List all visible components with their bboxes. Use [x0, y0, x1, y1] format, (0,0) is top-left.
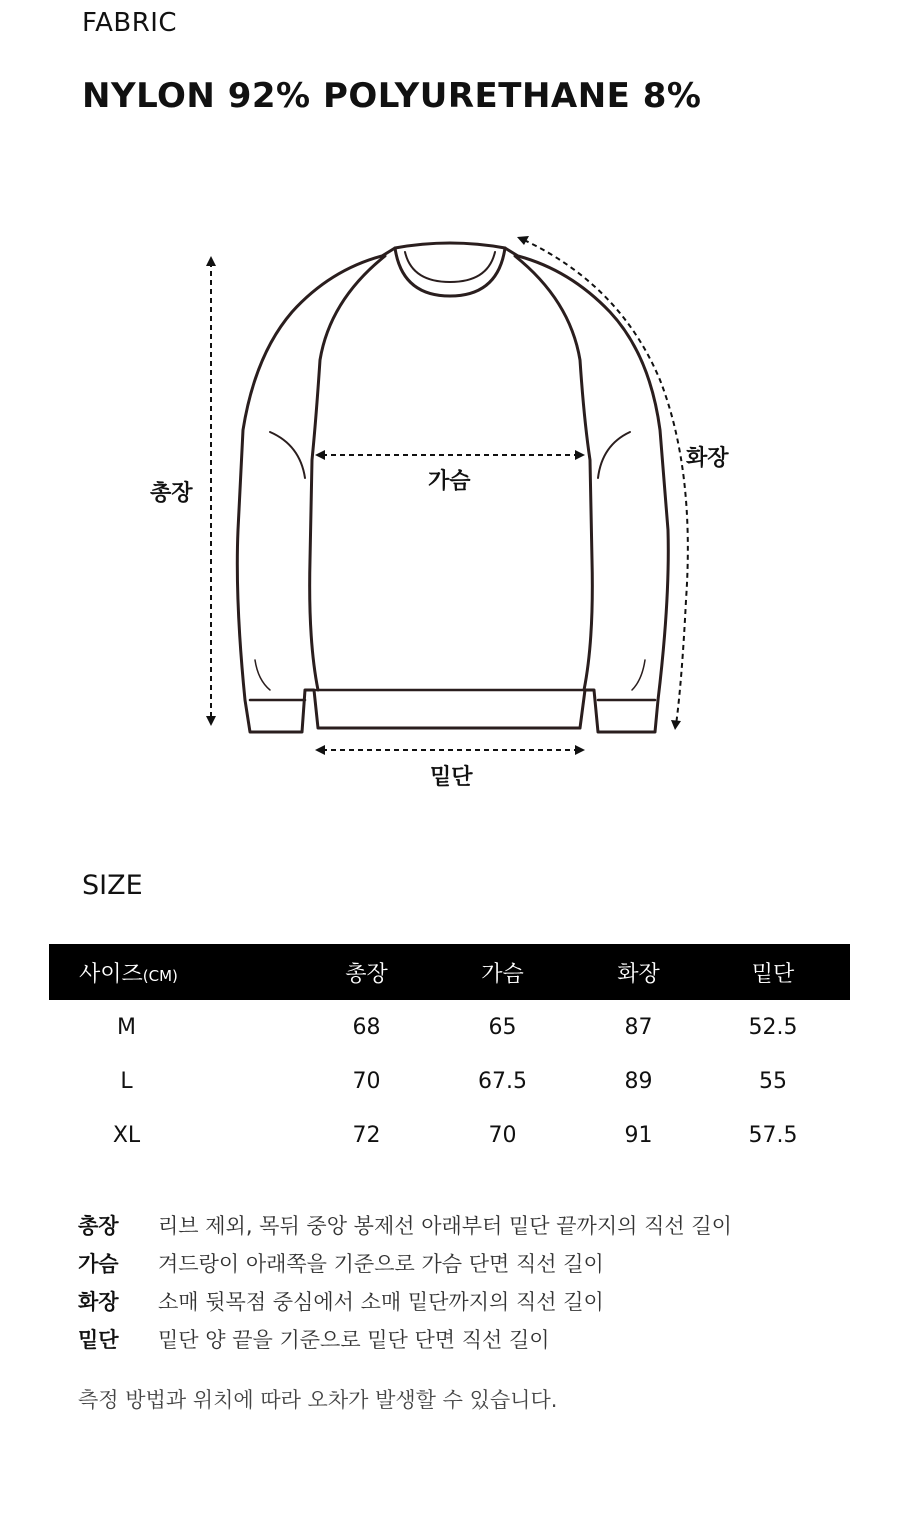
label-sleeve-length: 화장 — [686, 446, 729, 471]
table-row — [49, 1054, 850, 1108]
note-term: 화장 — [78, 1290, 119, 1314]
sweatshirt-diagram — [0, 200, 900, 820]
cell-size: M — [117, 1014, 136, 1040]
cell-total-length: 68 — [352, 1014, 381, 1040]
measurement-notes — [78, 1206, 858, 1358]
note-item — [78, 1320, 858, 1358]
header-total-length: 총장 — [345, 961, 388, 987]
size-table-header — [49, 944, 850, 1000]
note-description: 소매 뒷목점 중심에서 소매 밑단까지의 직선 길이 — [158, 1290, 604, 1314]
note-item — [78, 1206, 858, 1244]
cell-hem: 52.5 — [748, 1014, 798, 1040]
fabric-label: FABRIC — [82, 8, 178, 38]
note-item — [78, 1282, 858, 1320]
cell-sleeve-length: 91 — [624, 1122, 653, 1148]
disclaimer: 측정 방법과 위치에 따라 오차가 발생할 수 있습니다. — [78, 1388, 558, 1412]
note-description: 리브 제외, 목뒤 중앙 봉제선 아래부터 밑단 끝까지의 직선 길이 — [158, 1214, 732, 1238]
label-total-length: 총장 — [150, 481, 193, 506]
header-chest: 가슴 — [481, 961, 524, 987]
header-sleeve-length: 화장 — [617, 961, 660, 987]
header-size — [49, 957, 299, 988]
cell-hem: 55 — [759, 1068, 787, 1094]
note-description: 밑단 양 끝을 기준으로 밑단 단면 직선 길이 — [158, 1328, 550, 1352]
note-term: 총장 — [78, 1214, 119, 1238]
note-term: 밑단 — [78, 1328, 119, 1352]
size-table — [49, 944, 850, 1162]
size-section-title: SIZE — [82, 870, 143, 901]
cell-total-length: 70 — [352, 1068, 381, 1094]
header-unit: (CM) — [142, 966, 178, 985]
cell-total-length: 72 — [352, 1122, 381, 1148]
header-size-label: 사이즈 — [79, 961, 143, 987]
cell-sleeve-length: 89 — [624, 1068, 653, 1094]
label-hem: 밑단 — [430, 765, 473, 790]
header-hem: 밑단 — [751, 961, 795, 987]
cell-hem: 57.5 — [748, 1122, 798, 1148]
note-item — [78, 1244, 858, 1282]
note-term: 가슴 — [78, 1252, 119, 1276]
cell-chest: 67.5 — [478, 1068, 527, 1094]
fabric-composition: NYLON 92% POLYURETHANE 8% — [82, 76, 702, 116]
note-description: 겨드랑이 아래쪽을 기준으로 가슴 단면 직선 길이 — [158, 1252, 604, 1276]
cell-size: L — [120, 1068, 133, 1094]
table-row — [49, 1000, 850, 1054]
cell-sleeve-length: 87 — [624, 1014, 653, 1040]
label-chest: 가슴 — [428, 469, 471, 494]
cell-size: XL — [112, 1122, 141, 1148]
cell-chest: 70 — [488, 1122, 517, 1148]
cell-chest: 65 — [488, 1014, 517, 1040]
table-row — [49, 1108, 850, 1162]
